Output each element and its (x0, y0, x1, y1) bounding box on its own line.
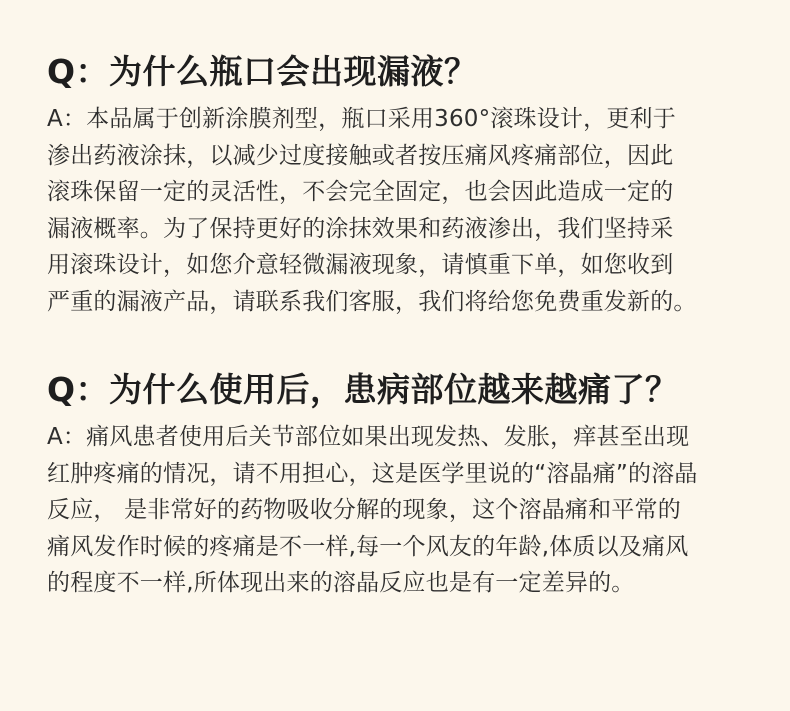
answer-line: 严重的漏液产品，请联系我们客服，我们将给您免费重发新的。 (47, 288, 697, 315)
answer-line: A：本品属于创新涂膜剂型，瓶口采用360°滚珠设计，更利于 (47, 106, 676, 132)
answer-line: 滚珠保留一定的灵活性，不会完全固定，也会因此造成一定的 (47, 179, 674, 206)
answer-line: 反应， 是非常好的药物吸收分解的现象，这个溶晶痛和平常的 (47, 497, 681, 524)
faq-item-leakage (47, 48, 747, 321)
answer-line: 痛风发作时候的疼痛是不一样,每一个风友的年龄,体质以及痛风 (47, 533, 689, 560)
answer-line: 的程度不一样,所体现出来的溶晶反应也是有一定差异的。 (47, 570, 635, 597)
answer-line: 用滚珠设计，如您介意轻微漏液现象，请慎重下单，如您收到 (47, 252, 674, 279)
question-heading: Q：为什么使用后，患病部位越来越痛了？ (47, 370, 679, 409)
faq-item-pain (47, 366, 747, 602)
answer-line: 漏液概率。为了保持更好的涂抹效果和药液渗出，我们坚持采 (47, 215, 674, 242)
answer-text (47, 419, 747, 602)
answer-line: A：痛风患者使用后关节部位如果出现发热、发胀，痒甚至出现 (47, 424, 690, 450)
answer-line: 红肿疼痛的情况，请不用担心，这是医学里说的“溶晶痛”的溶晶 (47, 460, 698, 487)
answer-line: 渗出药液涂抹，以减少过度接触或者按压痛风疼痛部位，因此 (47, 142, 674, 169)
question-heading: Q：为什么瓶口会出现漏液？ (47, 52, 478, 91)
answer-text (47, 101, 747, 321)
